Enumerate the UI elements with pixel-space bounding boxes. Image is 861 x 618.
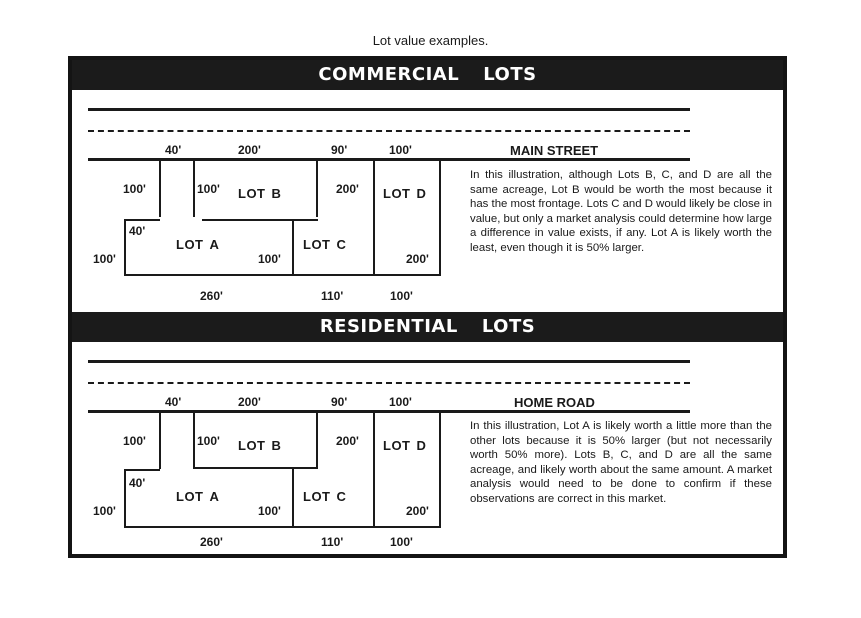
commercial-lots-section [72, 90, 783, 312]
lot-b-rear-line [202, 219, 318, 221]
lot-b-label: LOT B [238, 438, 282, 453]
residential-description: In this illustration, Lot A is likely worth a little more than the other lots because it is 50% larger (but not necessarily worth 50% more). Lots B, C, and D are all the same acreage, and likely worth about the same amount. A market analysis would need to be done to confirm if these observations are correct in this market. [470, 420, 772, 505]
lot-a-notch-top-line [124, 219, 160, 221]
lot-b-rear-line [193, 467, 318, 469]
lot-b-left-line [193, 158, 195, 217]
lot-a-notch-line [159, 410, 161, 469]
lot-diagram-frame [68, 56, 787, 558]
top-dimension-label: 90' [331, 143, 348, 157]
lot-c-left-line [292, 467, 294, 528]
top-dimension-label: 200' [238, 143, 261, 157]
top-dimension-label: 40' [165, 143, 182, 157]
commercial-description: In this illustration, although Lots B, C, and D are all the same acreage, Lot B would be worth the most because it has the most frontage. Lots C and D would likely be close in value, but only a market analysis could determine how large a difference in value exists, if any. Lot A is likely worth the least, even though it is 50% larger. [470, 169, 773, 254]
road-name: MAIN STREET [510, 143, 599, 158]
dimension-label: 100' [123, 434, 146, 448]
heading-word-2: LOTS [483, 64, 537, 85]
dimension-label: 100' [258, 504, 281, 518]
lot-b-right-line [316, 158, 318, 217]
lot-a-left-line [124, 469, 126, 528]
road-centerline [88, 382, 690, 384]
bottom-dimension-label: 260' [200, 535, 223, 549]
heading-word-2: LOTS [481, 316, 536, 337]
residential-lots-heading [72, 312, 783, 342]
top-dimension-label: 200' [238, 395, 261, 409]
lot-d-left-line [373, 410, 375, 528]
lot-rear-line [124, 274, 440, 276]
top-dimension-label: 100' [389, 143, 412, 157]
lot-b-left-line [193, 410, 195, 469]
road-edge-line [88, 360, 690, 363]
top-dimension-label: 40' [165, 395, 182, 409]
lot-b-right-line [316, 410, 318, 469]
lot-a-notch-top-line [124, 469, 160, 471]
heading-word-1: COMMERCIAL [318, 64, 460, 85]
dimension-label: 100' [123, 182, 146, 196]
lot-a-notch-line [159, 158, 161, 217]
lot-c-label: LOT C [303, 489, 347, 504]
dimension-label: 100' [258, 252, 281, 266]
lot-d-label: LOT D [383, 438, 427, 453]
road-edge-line [88, 108, 690, 111]
road-name: HOME ROAD [514, 395, 595, 410]
lot-c-left-line [292, 219, 294, 276]
lot-b-label: LOT B [238, 186, 282, 201]
lot-d-left-line [373, 158, 375, 276]
dimension-label: 200' [406, 252, 429, 266]
lot-a-label: LOT A [176, 489, 220, 504]
lot-a-left-line [124, 219, 126, 276]
dimension-label: 200' [406, 504, 429, 518]
commercial-lots-heading [72, 60, 783, 90]
lot-a-label: LOT A [176, 237, 220, 252]
bottom-dimension-label: 100' [390, 535, 413, 549]
lot-rear-line [124, 526, 440, 528]
dimension-label: 100' [197, 182, 220, 196]
bottom-dimension-label: 100' [390, 289, 413, 303]
dimension-label: 40' [129, 476, 146, 490]
dimension-label: 200' [336, 182, 359, 196]
road-centerline [88, 130, 690, 132]
top-dimension-label: 90' [331, 395, 348, 409]
page-title: Lot value examples. [372, 33, 489, 48]
dimension-label: 100' [93, 504, 116, 518]
heading-word-1: RESIDENTIAL [319, 316, 458, 337]
dimension-label: 200' [336, 434, 359, 448]
lot-d-right-line [439, 158, 441, 276]
lot-c-label: LOT C [303, 237, 347, 252]
lot-frontage-line [88, 158, 690, 161]
bottom-dimension-label: 110' [321, 289, 344, 303]
top-dimension-label: 100' [389, 395, 412, 409]
lot-frontage-line [88, 410, 690, 413]
dimension-label: 100' [93, 252, 116, 266]
lot-d-label: LOT D [383, 186, 427, 201]
lot-d-right-line [439, 410, 441, 528]
residential-lots-section [72, 342, 783, 554]
dimension-label: 100' [197, 434, 220, 448]
bottom-dimension-label: 260' [200, 289, 223, 303]
bottom-dimension-label: 110' [321, 535, 344, 549]
dimension-label: 40' [129, 224, 146, 238]
